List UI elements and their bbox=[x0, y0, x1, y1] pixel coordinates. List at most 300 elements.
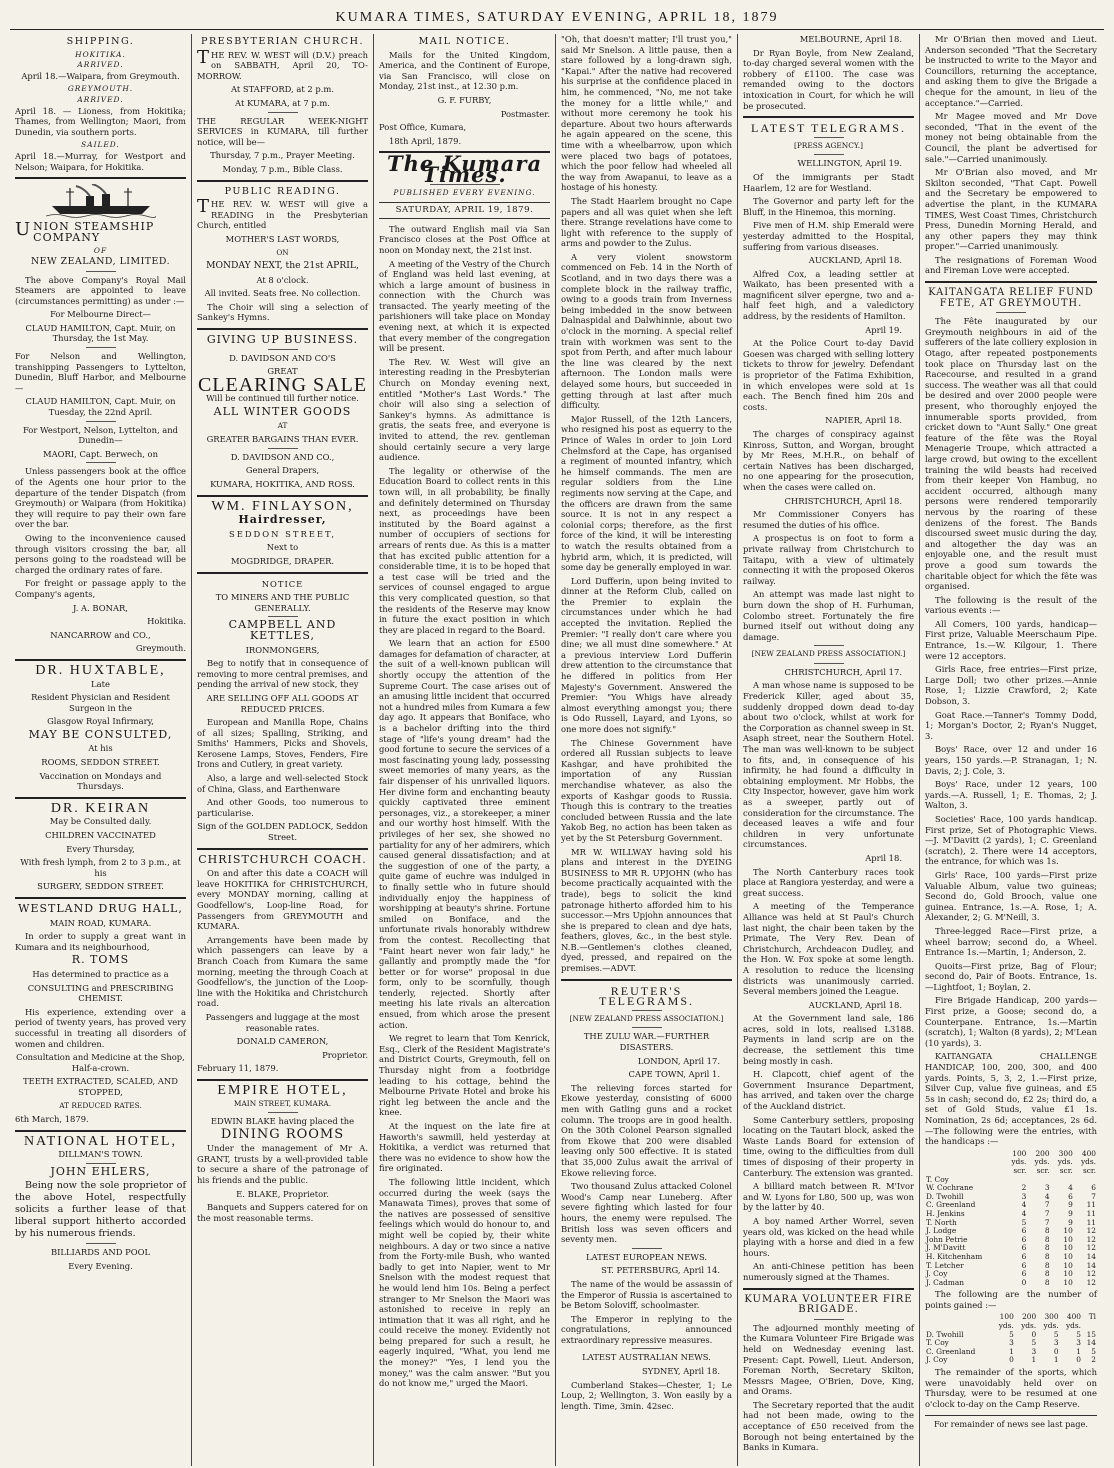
handicap-cell: T. Coy bbox=[926, 1174, 949, 1184]
australian-news-heading: LATEST AUSTRALIAN NEWS. bbox=[582, 1352, 711, 1363]
finlayson-mogdridge: MOGDRIDGE, DRAPER. bbox=[230, 555, 335, 566]
european-news-heading: LATEST EUROPEAN NEWS. bbox=[585, 1251, 708, 1262]
handicap-cell: 11 bbox=[1086, 1200, 1096, 1210]
empire-banquets: Banquets and Suppers catered for on the most reasonable terms. bbox=[197, 1202, 368, 1223]
handicap-cell: J. Coy bbox=[926, 1269, 948, 1279]
auckland2-para-4: A billiard match between R. M'Ivor and W. Lyons for L80, 500 up, was won by the latter by 40. bbox=[743, 1181, 914, 1213]
points-cell: 5 bbox=[1076, 1329, 1081, 1339]
agent-bonar-town: Hokitika. bbox=[147, 616, 186, 627]
union-steamship-title: UNION STEAMSHIP COMPANY bbox=[15, 219, 155, 244]
auckland-place-2: April 19. bbox=[865, 324, 902, 335]
paper-title-block bbox=[379, 151, 550, 198]
handicap-cell: 12 bbox=[1086, 1226, 1096, 1236]
drug-hall-intro: In order to supply a great want in Kumara and its neighbourhood, bbox=[15, 931, 186, 952]
handicap-cell: 12 bbox=[1086, 1269, 1096, 1279]
finlayson-next-to: Next to bbox=[266, 542, 299, 553]
handicap-cell: 6 bbox=[1021, 1234, 1027, 1244]
agent-nancarrow-town: Greymouth. bbox=[135, 643, 186, 654]
points-cell: 3 bbox=[1053, 1338, 1059, 1348]
nelson-wellington: For Nelson and Wellington, transhipping Passengers to Lyttelton, Dunedin, Bluff Harbor, and Melbourne— bbox=[15, 351, 186, 393]
points-cell: D. Twohill bbox=[926, 1329, 964, 1339]
points-header-cell: Tl bbox=[1088, 1312, 1096, 1322]
christchurch2-place-2: April 18. bbox=[865, 852, 902, 863]
maori-sailing: MAORI, Capt. Berwech, on bbox=[43, 448, 158, 459]
empire-dining-rooms: DINING ROOMS bbox=[220, 1126, 345, 1142]
great-label: GREAT bbox=[267, 366, 298, 377]
drug-hall-consultation: Consultation and Medicine at the Shop, Half-a-crown. bbox=[16, 1052, 185, 1073]
chinese-government: The Chinese Government have ordered all Russian subjects to leave Kashgar, and have prohibited the importation of any Russian merchandise whatever, as also the exports of Kashgar goods to Russia. Though this is contrary to the treaties concluded between Russia and the late Yakob Beg, no action has been taken as yet by the St Petersburg Government. bbox=[561, 737, 732, 843]
handicap-cell: 6 bbox=[1021, 1251, 1027, 1261]
campbell-selling-off: ARE SELLING OFF ALL GOODS AT REDUCED PRICES. bbox=[206, 692, 359, 714]
points-cell: T. Coy bbox=[926, 1338, 949, 1348]
greymouth-arrivals: April 18. — Lioness, from Hokitika; Thames, from Wellington; Maori, from Dunedin, via southern ports. bbox=[15, 105, 186, 137]
points-cell: 2 bbox=[1091, 1355, 1096, 1365]
column-5 bbox=[738, 34, 920, 1466]
presbyterian-stafford: At STAFFORD, at 2 p.m. bbox=[230, 84, 334, 95]
campbell-ironmongers: IRONMONGERS, bbox=[245, 644, 320, 655]
points-cell: 0 bbox=[1031, 1329, 1037, 1339]
handicap-header-cell: 100 bbox=[1012, 1148, 1027, 1158]
empire-hotel-street: MAIN STREET, KUMARA. bbox=[233, 1098, 332, 1108]
relief-event-7: Girls' Race, 100 yards—First prize Valuable Album, value two guineas; Second do, Gold Brooch, value one guinea. Entrance, 1s.—A. Rose, 1; A. Alexander, 2; G. M'Neill, 3. bbox=[925, 869, 1097, 923]
points-header-cell: yds. bbox=[998, 1321, 1014, 1331]
mail-notice-heading: MAIL NOTICE. bbox=[418, 36, 511, 47]
coach-luggage: Passengers and luggage at the most reasonable rates. bbox=[205, 1011, 360, 1033]
handicap-cell: 12 bbox=[1086, 1243, 1096, 1253]
handicap-cell: 10 bbox=[1063, 1260, 1073, 1270]
national-hotel-title: NATIONAL HOTEL, bbox=[23, 1133, 178, 1149]
points-cell: 3 bbox=[1009, 1338, 1014, 1348]
relief-para-2: The following is the result of the various events :— bbox=[925, 594, 1097, 616]
keiran-line-4: With fresh lymph, from 2 to 3 p.m., at his bbox=[20, 857, 181, 878]
fire-brigade-motion-1: Mr O'Brian then moved and Lieut. Anderson seconded "That the Secretary be instructed to write to the Mayor and Councillors, returning the acceptance, and asking them to give the Brigade a cheque for the amount, in lieu of the acceptance."—Carried. bbox=[925, 34, 1097, 108]
melbourne-place: MELBOURNE, April 18. bbox=[799, 34, 902, 44]
column-3 bbox=[374, 34, 556, 1466]
handicap-cell: 10 bbox=[1063, 1277, 1073, 1287]
drug-hall-address: MAIN ROAD, KUMARA. bbox=[49, 917, 152, 928]
points-cell: 0 bbox=[1076, 1355, 1081, 1365]
handicap-cell: 8 bbox=[1044, 1260, 1050, 1270]
handicap-cell: 6 bbox=[1021, 1269, 1027, 1279]
handicap-cell: 10 bbox=[1063, 1269, 1073, 1279]
drug-hall-determined: Has determined to practice as a bbox=[32, 968, 169, 979]
finlayson-hairdresser: Hairdresser, bbox=[238, 513, 327, 527]
column-4 bbox=[556, 34, 738, 1466]
davidson-co: D. DAVIDSON AND CO'S bbox=[229, 352, 336, 363]
points-cell: 5 bbox=[1053, 1329, 1059, 1339]
points-header-cell: 300 bbox=[1044, 1312, 1059, 1322]
zulu-para-2: Two thousand Zulus attacked Colonel Wood's Camp near Luneberg. After severe fighting which lasted for four hours, the enemy were repulsed. The British loss was seven officers and seventy men. bbox=[561, 1181, 732, 1245]
handicap-cell: 3 bbox=[1021, 1191, 1027, 1201]
coach-proprietor-name: DONALD CAMERON, bbox=[236, 1036, 329, 1047]
points-header-cell: yds. bbox=[1021, 1321, 1037, 1331]
at-label: AT bbox=[277, 420, 288, 430]
union-steamship-nz: NEW ZEALAND, LIMITED. bbox=[30, 255, 171, 267]
points-cell: 1 bbox=[1053, 1355, 1059, 1365]
paper-date: SATURDAY, APRIL 19, 1879. bbox=[379, 202, 550, 219]
presbyterian-weeknight: THE REGULAR WEEK-NIGHT SERVICES in KUMARA, till further notice, will be— bbox=[197, 115, 368, 147]
points-header-cell: yds. bbox=[1065, 1321, 1081, 1331]
huxtable-line-1: Late bbox=[91, 678, 110, 689]
columns bbox=[10, 34, 1104, 1466]
sailed-label: SAILED. bbox=[81, 140, 120, 150]
european-place: ST. PETERSBURG, April 14. bbox=[601, 1265, 720, 1276]
huxtable-line-3: Glasgow Royal Infirmary, bbox=[47, 716, 154, 727]
column-1 bbox=[10, 34, 192, 1466]
zulu-war-heading: THE ZULU WAR.—FURTHER DISASTERS. bbox=[583, 1031, 710, 1053]
coach-date: February 11, 1879. bbox=[197, 1063, 279, 1074]
finlayson-title: WM. FINLAYSON, bbox=[211, 498, 354, 514]
mail-date: 18th April, 1879. bbox=[389, 135, 462, 146]
paper-subtitle: PUBLISHED EVERY EVENING. bbox=[393, 187, 536, 197]
christchurch2-para-2: The North Canterbury races took place at Rangiora yesterday, and were a great success. bbox=[743, 866, 914, 898]
mail-postmaster-name: G. F. FURBY, bbox=[437, 94, 492, 105]
keiran-line-5: SURGERY, SEDDON STREET. bbox=[37, 881, 164, 892]
points-cell: 5 bbox=[1031, 1338, 1037, 1348]
editorial-6: We regret to learn that Tom Kenrick, Esq., Clerk of the Resident Magistrate's and District Courts, Greymouth, fell on Thursday night from a footbridge leading to his cottage, behind the Melbourne Private Hotel and broke his right leg between the ancle and the knee. bbox=[379, 1033, 550, 1118]
points-cell: 1 bbox=[1076, 1346, 1081, 1356]
handicap-cell: 2 bbox=[1021, 1183, 1027, 1193]
drug-hall-teeth: TEETH EXTRACTED, SCALED, AND STOPPED, bbox=[23, 1076, 178, 1097]
points-cell: 3 bbox=[1031, 1346, 1037, 1356]
greymouth-heading: GREYMOUTH. bbox=[67, 84, 134, 94]
arrived-label: ARRIVED. bbox=[77, 60, 124, 70]
mail-notice-body: Mails for the United Kingdom, America, and the Continent of Europe, via San Francisco, will close on Monday, 21st inst., at 12.30 p.m. bbox=[379, 49, 550, 92]
handicap-cell: T. North bbox=[926, 1217, 957, 1227]
public-reading-invite: All invited. Seats free. No collection. bbox=[204, 288, 361, 299]
empire-management: Under the management of Mr A. GRANT, trusts by a well-provided table to secure a share of the patronage of his friends and the public. bbox=[197, 1143, 368, 1186]
australian-place: SYDNEY, April 18. bbox=[642, 1366, 720, 1377]
stadt-haarlem: The Stadt Haarlem brought no Cape papers and all was quiet when she left there. Strange revelations have come to light with reference to the supply of arms and powder to the Zulus. bbox=[561, 195, 732, 249]
drug-hall-chemist: CONSULTING and PRESCRIBING CHEMIST. bbox=[27, 982, 174, 1004]
handicap-cell: 5 bbox=[1021, 1217, 1027, 1227]
westland-drug-hall-title: WESTLAND DRUG HALL, bbox=[18, 902, 183, 915]
national-hotel-proprietor: JOHN EHLERS, bbox=[50, 1164, 151, 1178]
handicap-cell: 8 bbox=[1044, 1243, 1050, 1253]
handicap-cell: 4 bbox=[1021, 1208, 1027, 1218]
campbell-sign: Sign of the GOLDEN PADLOCK, Seddon Street. bbox=[197, 821, 368, 843]
handicap-cell: 11 bbox=[1086, 1208, 1096, 1218]
arrived-label: ARRIVED. bbox=[77, 94, 124, 104]
european-para-1: The name of the would be assassin of the Emperor of Russia is ascertained to be Betom Soloviff, schoolmaster. bbox=[561, 1278, 732, 1311]
hokitika-arrivals: April 18.—Waipara, from Greymouth. bbox=[21, 70, 180, 81]
handicap-cell: 7 bbox=[1044, 1208, 1050, 1218]
davidson-co-2: D. DAVIDSON AND CO., bbox=[230, 451, 335, 462]
editorial-5: We learn that an action for £500 damages for defamation of character, at the suit of a well-known publican will shortly occupy the attention of the Supreme Court. The case arises out of an amusing little incident that occurred not a hundred miles from Kumara a few day ago. It appears that Boniface, who is a bachelor drifting into the third stage of "life's young dream" had the good fortune to secure the services of a most fascinating young lady, possessing sweet memories of many years, as the fair dispenser of his unrivalled liquors. Her divine form and enchanting beauty quickly captivated three eminent personages, viz., a storekeeper, a miner and our worthy host himself. With the privileges of her sex, she showed no partiality for any of her admirers, which caused general dissatisfaction; and at the suggestion of one of the party, a quite game of euchre was indulged in to finally settle who in future should individually enjoy the happiness of worshipping at beauty's shrine. Fortune smiled on Boniface, and the unfortunate rivals honorably withdrew from the contest. Recollecting that "Faint heart never won fair lady," he gallantly and promptly made the "for better or for worse" proposal in due form, only to be scornfully, though tenderly, rejected. Shortly after meeting his late rivals an altercation ensued, from which arose the present action. bbox=[379, 638, 550, 1030]
points-cell: 5 bbox=[1091, 1346, 1096, 1356]
presbyterian-sermon: THE REV. W. WEST will (D.V.) preach on SABBATH, April 20, TO-MORROW. bbox=[197, 46, 368, 81]
latest-telegrams-heading: LATEST TELEGRAMS. bbox=[751, 121, 906, 136]
handicap-cell: 4 bbox=[1021, 1200, 1027, 1210]
handicap-cell: H. Jenkins bbox=[926, 1208, 965, 1218]
handicap-cell: 6 bbox=[1021, 1243, 1027, 1253]
handicap-cell: J. Lodge bbox=[926, 1226, 957, 1236]
handicap-header-cell: 200 bbox=[1035, 1148, 1050, 1158]
zulu-para-1: The relieving forces started for Ekowe yesterday, consisting of 6000 men with Gatling guns and a rocket column. The troops are in good health. On the 30th Colonel Pearson signalled from Ekowe that 200 were disabled leaving only 500 effective. It is stated that 35,000 Zulus await the arrival of Ekowe relieving force. bbox=[561, 1082, 732, 1178]
handicap-cell: John Petrie bbox=[926, 1234, 968, 1244]
handicap-cell: 10 bbox=[1063, 1234, 1073, 1244]
public-reading-intro: THE REV. W. WEST will give a READING in the Presbyterian Church, entitled bbox=[197, 196, 368, 231]
handicap-header-cell: yds. bbox=[1011, 1157, 1027, 1167]
handicap-cell: 7 bbox=[1044, 1200, 1050, 1210]
christchurch2-para-1: A man whose name is supposed to be Frederick Killer, aged about 35, suddenly dropped down dead to-day about two o'clock, whilst at work for the Corporation as channel sweep in St. Asaph street, near the Southern Hotel. The man was well-known to be subject to fits, and, in consequence of his infirmity, he had found a difficulty in obtaining employment. Mr Hobbs, the City Inspector, however, gave him work as a sweeper, partly out of consideration for the circumstance. The deceased leaves a wife and four children in very unfortunate circumstances. bbox=[743, 680, 914, 850]
public-reading-time: At 8 o'clock. bbox=[256, 274, 309, 285]
handicap-cell: H. Kitchenham bbox=[926, 1251, 983, 1261]
handicap-cell: 9 bbox=[1068, 1217, 1073, 1227]
empire-hotel-title: EMPIRE HOTEL, bbox=[217, 1082, 348, 1098]
public-reading-date: MONDAY NEXT, the 21st APRIL, bbox=[206, 260, 359, 272]
campbell-other: And other Goods, too numerous to particularise. bbox=[197, 797, 368, 818]
campbell-china: Also, a large and well-selected Stock of China, Glass, and Earthenware bbox=[197, 773, 368, 794]
relief-event-5: Boys' Race, under 12 years, 100 yards.—A. Russell, 1; E. Thomas, 2; J. Walton, 3. bbox=[925, 779, 1097, 811]
handicap-cell: 6 bbox=[1021, 1226, 1027, 1236]
christchurch-para-3: An attempt was made last night to burn down the shop of H. Furhuman, Colombo street. Fortunately the fire burned itself out without doing any damage. bbox=[743, 589, 914, 642]
european-para-2: The Emperor in replying to the congratulations, announced extraordinary repressive measures. bbox=[561, 1313, 732, 1345]
claud-hamilton-2: CLAUD HAMILTON, Capt. Muir, on Tuesday, the 22nd April. bbox=[25, 396, 176, 418]
handicap-header-cell bbox=[925, 1158, 1004, 1167]
agent-bonar: J. A. BONAR, bbox=[73, 602, 128, 613]
union-steamship-notice-3: For freight or passage apply to the Company's agents, bbox=[15, 578, 186, 599]
handicap-header-cell: scr. bbox=[1082, 1165, 1096, 1175]
fire-brigade-motion-2: Mr Magee moved and Mr Dove seconded, "That in the event of the money not being obtainable from the Council, the plant be advertised for sale."—Carried unanimously. bbox=[925, 111, 1097, 164]
points-header-cell: 200 bbox=[1022, 1312, 1037, 1322]
points-header-cell: 400 bbox=[1066, 1312, 1081, 1322]
fire-brigade-resignations: The resignations of Foreman Wood and Fireman Love were accepted. bbox=[925, 254, 1097, 276]
handicap-cell: 8 bbox=[1044, 1269, 1050, 1279]
masthead: KUMARA TIMES, SATURDAY EVENING, APRIL 18, 1879 bbox=[10, 6, 1104, 30]
auckland2-para-3: Some Canterbury settlers, proposing locating on the Tautari block, asked the Waste Lands Board for extension of time, owing to the difficulties from dull times of disposing of their property in Canterbury. The extension was granted. bbox=[743, 1114, 914, 1178]
christchurch-coach-title: CHRISTCHURCH COACH. bbox=[198, 852, 367, 866]
presbyterian-monday: Monday, 7 p.m., Bible Class. bbox=[222, 163, 343, 174]
reuters-heading: REUTER'S TELEGRAMS. bbox=[599, 983, 694, 1009]
melbourne-para: Dr Ryan Boyle, from New Zealand, to-day charged several women with the robbery of £1100. The case was remanded owing to the doctors intoxication in Court, for which he will be prosecuted. bbox=[743, 47, 914, 111]
dr-keiran-title: DR. KEIRAN bbox=[50, 800, 151, 816]
sports-remainder: The remainder of the sports, which were unavoidably held over on Thursday, were to be resumed at one o'clock to-day on the Camp Reserve. bbox=[925, 1367, 1097, 1409]
lord-dufferin: Lord Dufferin, upon being invited to dinner at the Reform Club, called on the Premier to explain the circumstances under which he had accepted the invitation. Replied the Premier: "I really don't care where you dine; we all must dine somewhere." At a previous interview Lord Dufferin drew attention to the circumstance that he differed in politics from Her Majesty's Government. Answered the Premier: "You Whigs have already almost everything amongst you; there is Odo Russell, Layard, and Lyons, so one more does not signify." bbox=[561, 575, 732, 734]
handicap-cell: 0 bbox=[1021, 1277, 1027, 1287]
handicap-cell: 12 bbox=[1086, 1234, 1096, 1244]
christchurch-para-2: A prospectus is on foot to form a private railway from Christchurch to Taitapu, with a view of ultimately connecting it with the proposed Okeros railway. bbox=[743, 533, 914, 586]
handicap-cell: 6 bbox=[1068, 1191, 1073, 1201]
relief-event-4: Boys' Race, over 12 and under 16 years, 150 yards.—P. Stranagan, 1; N. Davis, 2; J. Cole, 3. bbox=[925, 744, 1097, 776]
points-cell: 0 bbox=[1009, 1355, 1014, 1365]
dyeing-business-advt: MR W. WILLWAY having sold his plans and interest in the DYEING BUSINESS to MR R. UPJOHN (who has become practically acquainted with the trade), begs to solicit the kind patronage hitherto afforded him to his successor.—Mrs Upjohn announces that she is prepared to clean and dye hats, feathers, gloves, &c., in the best style. N.B.—Gentlemen's clothes cleaned, dyed, pressed, and repaired on the premises.—ADVT. bbox=[561, 846, 732, 974]
handicap-cell: 14 bbox=[1086, 1251, 1096, 1261]
handicap-cell: 10 bbox=[1063, 1251, 1073, 1261]
empire-hotel-blake: EDWIN BLAKE having placed the bbox=[210, 1116, 355, 1127]
drug-hall-date: 6th March, 1879. bbox=[15, 1114, 89, 1125]
snowstorm: A very violent snowstorm commenced on Feb. 14 in the North of Scotland, and in two days there was a complete block in the railway traffic, owing to a goods train from Inverness being imbedded in the snow between Dalnaspidal and Dalwhinnie, about two o'clock in the morning. A special relief train with workmen was sent to the spot from Perth, and after much labour the line was cleared by the next afternoon. The London mails were delayed some hours, but succeeded in getting through at last after much difficulty. bbox=[561, 251, 732, 411]
handicap-cell: 4 bbox=[1068, 1183, 1073, 1193]
relief-event-2: Girls Race, free entries—First prize, Large Doll; two other prizes.—Annie Rose, 1; Lizzie Crawford, 2; Kate Dobson, 3. bbox=[925, 664, 1097, 707]
christchurch-para-1: Mr Commissioner Conyers has resumed the duties of his office. bbox=[743, 509, 914, 530]
napier-para: The charges of conspiracy against Kinross, Sutton, and Worgan, brought by Mr Rees, M.H.R., on behalf of certain Natives has been discharged, no one appearing for the prosecution, when the cases were called on. bbox=[743, 429, 914, 492]
relief-event-10: Fire Brigade Handicap, 200 yards—First prize, a Goose; second do, a Counterpane. Entrance, 1s.—Martin (scratch), 1; Walton (8 yards), 2; M'Lean (10 yards), 3. bbox=[925, 995, 1097, 1048]
relief-event-11: KAITANGATA CHALLENGE HANDICAP, 100, 200, 300, and 400 yards. Points, 5, 3, 2, 1.—First prize, Silver Cup, value five guineas, and £5 5s in cash; second do, £2 2s; third do, a set of Gold Studs, value £1 1s. Nomination, 2s 6d; acceptances, 2s 6d.—The following were the entries, with the handicaps :— bbox=[925, 1051, 1097, 1147]
davidson-towns: KUMARA, HOKITIKA, AND ROSS. bbox=[210, 479, 355, 489]
keiran-line-1: May be Consulted daily. bbox=[49, 816, 152, 827]
wellington-place: WELLINGTON, April 19. bbox=[797, 158, 902, 169]
fire-brigade-para-2: The Secretary reported that the audit had not been made, owing to the acceptance of £50 received from the Borough not being entertained by the Banks in Kumara. bbox=[743, 1399, 914, 1453]
keiran-line-3: Every Thursday, bbox=[66, 843, 135, 854]
relief-event-9: Quoits—First prize, Bag of Flour; second do, Pair of Boots. Entrance, 1s.—Lightfoot, 1; Boylan, 2. bbox=[925, 960, 1097, 992]
auckland-para-1: Alfred Cox, a leading settler at Waikato, has been presented with a magnificent silver epergne, two and a-half feet high, and a valedictory address, by the residents of Hamilton. bbox=[743, 268, 914, 322]
auckland-para-2: At the Police Court to-day David Goesen was charged with selling lottery tickets to throw for jewelry. Defendant is proprietor of the Fatima Exhibition, in which envelopes were sold at 1s each. The Bench fined him 20s and costs. bbox=[743, 338, 914, 412]
australian-para-1: Cumberland Stakes—Chester, 1; Le Loup, 2; Wellington, 3. Won easily by a length. Time, 3min. 42sec. bbox=[561, 1379, 732, 1411]
auckland2-para-5: A boy named Arther Worrel, seven years old, was kicked on the head while playing with a horse and died in a few hours. bbox=[743, 1215, 914, 1258]
handicap-cell: W. Cochrane bbox=[926, 1183, 974, 1193]
coach-proprietor: Proprietor. bbox=[322, 1049, 368, 1060]
huxtable-consulted: MAY BE CONSULTED, bbox=[28, 727, 173, 741]
major-russell: Major Russell, of the 12th Lancers, who resigned his post as equerry to the Prince of Wales in order to join Lord Chelmsford at the Cape, has organised a regiment of mounted infantry, which he himself commands. The men are regular soldiers from the Line regiments now serving at the Cape, and the officers are drawn from the same source. It is not in any respect a colonial corps; therefore, as the first force of the kind, it will be interesting to watch the results obtained from a hybrid arm, which, it is predicted, will some day be generally employed in war. bbox=[561, 413, 732, 573]
handicap-cell: 8 bbox=[1044, 1277, 1050, 1287]
drug-hall-rates: AT REDUCED RATES. bbox=[59, 1100, 142, 1110]
union-steamship-notice-1: Unless passengers book at the office of the Agents one hour prior to the departure of the tender Dispatch (from Greymouth) or Waipara (from Hokitika) they will require to pay their own fare over the bar. bbox=[15, 466, 186, 530]
handicap-header-row bbox=[925, 1167, 1097, 1176]
column-6 bbox=[920, 34, 1102, 1466]
huxtable-vaccination: Vaccination on Mondays and Thursdays. bbox=[39, 770, 162, 792]
clearing-sale: CLEARING SALE bbox=[197, 373, 368, 396]
relief-para-1: The Fête inaugurated by our Greymouth neighbours in aid of the sufferers of the late colliery explosion in Otago, after repeated postponements took place on Thursday last on the Racecourse, and resulted in a grand success. The weather was all that could be desired and over 2000 people were present, who thoroughly enjoyed the innumerable sports provided, from cricket down to "Aunt Sally." One great feature of the fête was the Royal Menagerie Troupe, which attracted a large crowd, but owing to the excellent training the wild beasts had received from their keeper Von Hambug, no accident occurred, although many persons were rendered temporarily nervous by the roaring of these denizens of the forest. The Bands discoursed sweet music during the day, and altogether the day was an enjoyable one, and the result must prove a good sum towards the charitable object for which the fête was organised. bbox=[925, 316, 1097, 592]
handicap-cell: 4 bbox=[1044, 1191, 1050, 1201]
column-2 bbox=[192, 34, 374, 1466]
editorial-2: A meeting of the Vestry of the Church of England was held last evening, at which a large amount of business in connection with the Church was transacted. The yearly meeting of the parishioners will take place on Monday evening next, at which it is expected that every member of the congregation will be present. bbox=[379, 258, 550, 354]
public-reading-title: MOTHER'S LAST WORDS, bbox=[225, 233, 340, 244]
presbyterian-thursday: Thursday, 7 p.m., Prayer Meeting. bbox=[210, 150, 355, 161]
presbyterian-kumara: At KUMARA, at 7 p.m. bbox=[235, 97, 330, 108]
fire-brigade-para-1: The adjourned monthly meeting of the Kumara Volunteer Fire Brigade was held on Wednesday evening last. Present: Capt. Powell, Lieut. Anderson, Foreman North, Secretary Skilton, Messrs Magee, O'Brien, Dove, King, and Orams. bbox=[743, 1322, 914, 1397]
notice-heading: NOTICE bbox=[261, 578, 304, 589]
points-row bbox=[925, 1356, 1097, 1365]
nzpa-label: [NEW ZEALAND PRESS ASSOCIATION.] bbox=[751, 649, 906, 659]
footer-note: For remainder of news see last page. bbox=[925, 1415, 1097, 1430]
editorial-7: At the inquest on the late fire at Haworth's sawmill, held yesterday at Hokitika, a verdict was returned that there was no evidence to show how the fire originated. bbox=[379, 1121, 550, 1174]
editorial-1: The outward English mail via San Francisco closes at the Post Office at noon on Monday next, the 21st inst. bbox=[379, 223, 550, 255]
greymouth-sailings: April 18.—Murray, for Westport and Nelson; Waipara, for Hokitika. bbox=[15, 150, 186, 172]
handicap-cell: J. M'Davitt bbox=[926, 1243, 966, 1253]
relief-event-6: Societies' Race, 100 yards handicap. First prize, Set of Photographic Views.—J. M'Davitt (2 yards), 1; C. Greenland (scratch), 2. There were 14 acceptors, the entrance, for which was 1s. bbox=[925, 813, 1097, 867]
handicap-header-cell: 400 bbox=[1081, 1148, 1096, 1158]
handicap-table bbox=[925, 1150, 1097, 1288]
notice-miners: TO MINERS AND THE PUBLIC GENERALLY. bbox=[215, 592, 350, 613]
handicap-header-cell: 300 bbox=[1058, 1148, 1073, 1158]
union-steamship-of: OF bbox=[93, 246, 108, 256]
handicap-cell: 14 bbox=[1086, 1260, 1096, 1270]
press-agency-label: [PRESS AGENCY.] bbox=[793, 140, 864, 150]
editorial-4: The legality or otherwise of the Education Board to collect rents in this town will, in all probability, be finally and definitely determined on Thursday next, as proceedings have been instituted by the Board against a number of occupiers of sections for arrears of rents due. As this is a matter that has excited public attention for a considerable time, it is to be hoped that a test case will be tried and the services of counsel engaged to argue this very complicated question, so that the residents of the Reserve may know in future the exact position in which they are placed in regard to the Board. bbox=[379, 465, 550, 635]
huxtable-rooms: ROOMS, SEDDON STREET. bbox=[41, 757, 160, 768]
campbell-kettles-title: CAMPBELL AND KETTLES, bbox=[228, 618, 337, 642]
relief-event-8: Three-legged Race—First prize, a wheel barrow; second do, a Wheel. Entrance 1s.—Martin, 1; Anderson, 2. bbox=[925, 925, 1097, 958]
coach-schedule: On and after this date a COACH will leave HOKITIKA for CHRISTCHURCH, every MONDAY morning, calling at Goodfellow's, Loop-line Road, for Passengers from GREYMOUTH and KUMARA. bbox=[197, 868, 368, 932]
points-cell: 0 bbox=[1053, 1346, 1059, 1356]
handicap-cell: 8 bbox=[1044, 1226, 1050, 1236]
union-steamship-intro: The above Company's Royal Mail Steamers are appointed to leave (circumstances permitting) as under :— bbox=[15, 274, 186, 306]
handicap-cell: 10 bbox=[1063, 1226, 1073, 1236]
public-reading-heading: PUBLIC READING. bbox=[224, 185, 341, 197]
presbyterian-heading: PRESBYTERIAN CHURCH. bbox=[200, 36, 365, 47]
handicap-header-cell bbox=[925, 1150, 1004, 1159]
handicap-cell: 9 bbox=[1068, 1208, 1073, 1218]
points-intro: The following are the number of points gained :— bbox=[925, 1289, 1097, 1310]
auckland-place: AUCKLAND, April 18. bbox=[808, 255, 902, 266]
campbell-goods: European and Manilla Rope, Chains of all sizes; Spalling, Striking, and Smiths' Hammers, Picks and Shovels, Kerosene Lamps, Stoves, Fenders, Fire Irons and Cutlery, in great variety. bbox=[197, 717, 368, 770]
handicap-cell: 8 bbox=[1044, 1234, 1050, 1244]
handicap-cell: J. Cadman bbox=[926, 1277, 965, 1287]
points-header-cell: yds. bbox=[1043, 1321, 1059, 1331]
christchurch2-place: CHRISTCHURCH, April 17. bbox=[784, 666, 902, 677]
steamship-icon bbox=[46, 184, 156, 218]
christchurch2-para-3: A meeting of the Temperance Alliance was held at St Paul's Church last night, the chair been taken by the Primate, The Very Rev. Dean of Christchurch, Archdeacon Dudley, and the Hon. W. Fox spoke at some length. A resolution to reduce the licensing districts was unanimously carried. Several members joined the League. bbox=[743, 901, 914, 997]
handicap-header-cell: yds. bbox=[1034, 1157, 1050, 1167]
handicap-cell: 9 bbox=[1068, 1200, 1073, 1210]
points-cell: C. Greenland bbox=[926, 1346, 976, 1356]
handicap-cell: C. Greenland bbox=[926, 1200, 976, 1210]
mail-postmaster-title: Postmaster. bbox=[500, 108, 550, 119]
dr-huxtable-title: DR. HUXTABLE, bbox=[35, 662, 166, 678]
handicap-cell: 10 bbox=[1063, 1243, 1073, 1253]
union-steamship-notice-2: Owing to the inconvenience caused through visitors crossing the bar, all persons going to the roadstead will be charged the ordinary rates of fare. bbox=[15, 532, 186, 575]
auckland2-para-1: At the Government land sale, 186 acres, sold in lots, realised L3188. Payments in land scrip are on the decrease, the settlement this time being mostly in cash. bbox=[743, 1013, 914, 1066]
handicap-cell: 7 bbox=[1091, 1191, 1096, 1201]
melbourne-direct: For Melbourne Direct— bbox=[50, 309, 151, 320]
zulu-cape-town: CAPE TOWN, April 1. bbox=[628, 1069, 720, 1080]
huxtable-at-his: At his bbox=[88, 743, 113, 754]
handicap-header-cell: yds. bbox=[1080, 1157, 1096, 1167]
coach-arrangements: Arrangements have been made by which passengers can leave by a Branch Coach from Kumara the same morning, meeting the through Coach at Goodfellow's, the junction of the Loop-line with the Hokitika and Christchurch road. bbox=[197, 934, 368, 1009]
editorial-3: The Rev. W. West will give an interesting reading in the Presbyterian Church on Monday evening next, entitled "Mother's Last Words." The choir will also sing a selection of Sankey's hymns. As admittance is gratis, the seats free, and everyone is invited to attend, the rev. gentleman should certainly secure a very large audience. bbox=[379, 356, 550, 463]
national-hotel-evening: Every Evening. bbox=[68, 1261, 133, 1272]
points-cell: 1 bbox=[1009, 1346, 1014, 1356]
reuters-agency: [NEW ZEALAND PRESS ASSOCIATION.] bbox=[569, 1013, 724, 1023]
snelson-continued: "Oh, that doesn't matter; I'll trust you," said Mr Snelson. A little pause, then a stare followed by a long-drawn sigh, "Kapai." After the native had recovered his surprise at the confidence placed in him, he commenced, "No, me not take the money for a little while," and without more ceremony he took his departure. About two hours afterwards he again appeared on the scene, this time with a wheelbarrow, upon which were placed two bags of potatoes, which the poor fellow had wheeled all the way from Awapanui, to leave as a hostage of his honesty. bbox=[561, 34, 732, 193]
wellington-para-2: The Governor and party left for the Bluff, in the Hinemoa, this morning. bbox=[743, 196, 914, 217]
handicap-cell: 11 bbox=[1086, 1217, 1096, 1227]
points-cell: 15 bbox=[1086, 1329, 1096, 1339]
agent-nancarrow: NANCARROW and CO., bbox=[50, 629, 151, 640]
drug-hall-toms: R. TOMS bbox=[71, 953, 130, 967]
handicap-header-cell: scr. bbox=[1059, 1165, 1073, 1175]
handicap-cell: 6 bbox=[1091, 1183, 1096, 1193]
fire-brigade-motion-3: Mr O'Brian also moved, and Mr Skilton seconded, "That Capt. Powell and the Secretary be empowered to advertise the plant, in the KUMARA TIMES, West Coast Times, Christchurch Press, Dunedin Morning Herald, and any other papers they may think proper."—Carried unanimously. bbox=[925, 167, 1097, 252]
huxtable-line-2: Resident Physician and Resident Surgeon in the bbox=[31, 692, 170, 713]
points-cell: 5 bbox=[1009, 1329, 1014, 1339]
christchurch-place: CHRISTCHURCH, April 18. bbox=[784, 495, 902, 506]
national-hotel-location: DILLMAN'S TOWN. bbox=[58, 1149, 143, 1160]
keiran-line-2: CHILDREN VACCINATED bbox=[45, 830, 156, 841]
wellington-para-1: Of the immigrants per Stadt Haarlem, 12 are for Westland. bbox=[743, 171, 914, 193]
points-cell: 14 bbox=[1086, 1338, 1096, 1348]
national-hotel-billiards: BILLIARDS AND POOL bbox=[50, 1247, 151, 1258]
giving-up-business: GIVING UP BUSINESS. bbox=[206, 333, 359, 347]
auckland2-para-2: H. Clapcott, chief agent of the Government Insurance Department, has arrived, and taken over the charge of the Auckland district. bbox=[743, 1069, 914, 1112]
relief-fund-heading: KAITANGATA RELIEF FUND FETE, AT GREYMOUTH. bbox=[928, 287, 1094, 309]
general-drapers: General Drapers, bbox=[245, 465, 320, 476]
points-cell: 3 bbox=[1076, 1338, 1081, 1348]
handicap-row bbox=[925, 1279, 1097, 1288]
national-hotel-body: Being now the sole proprietor of the above Hotel, respectfully solicits a further lease of that liberal support hitherto accorded by his numerous friends. bbox=[15, 1180, 186, 1240]
points-table bbox=[925, 1313, 1097, 1365]
finlayson-street: SEDDON STREET, bbox=[228, 528, 336, 539]
greater-bargains: GREATER BARGAINS THAN EVER. bbox=[206, 434, 359, 445]
auckland2-place: AUCKLAND, April 18. bbox=[808, 999, 902, 1010]
handicap-cell: T. Letcher bbox=[926, 1260, 964, 1270]
handicap-cell: 6 bbox=[1021, 1260, 1027, 1270]
claud-hamilton-1: CLAUD HAMILTON, Capt. Muir, on Thursday, the 1st May. bbox=[25, 322, 176, 344]
handicap-cell: 8 bbox=[1044, 1251, 1050, 1261]
napier-place: NAPIER, April 18. bbox=[825, 415, 902, 426]
shipping-heading: SHIPPING. bbox=[66, 36, 135, 47]
